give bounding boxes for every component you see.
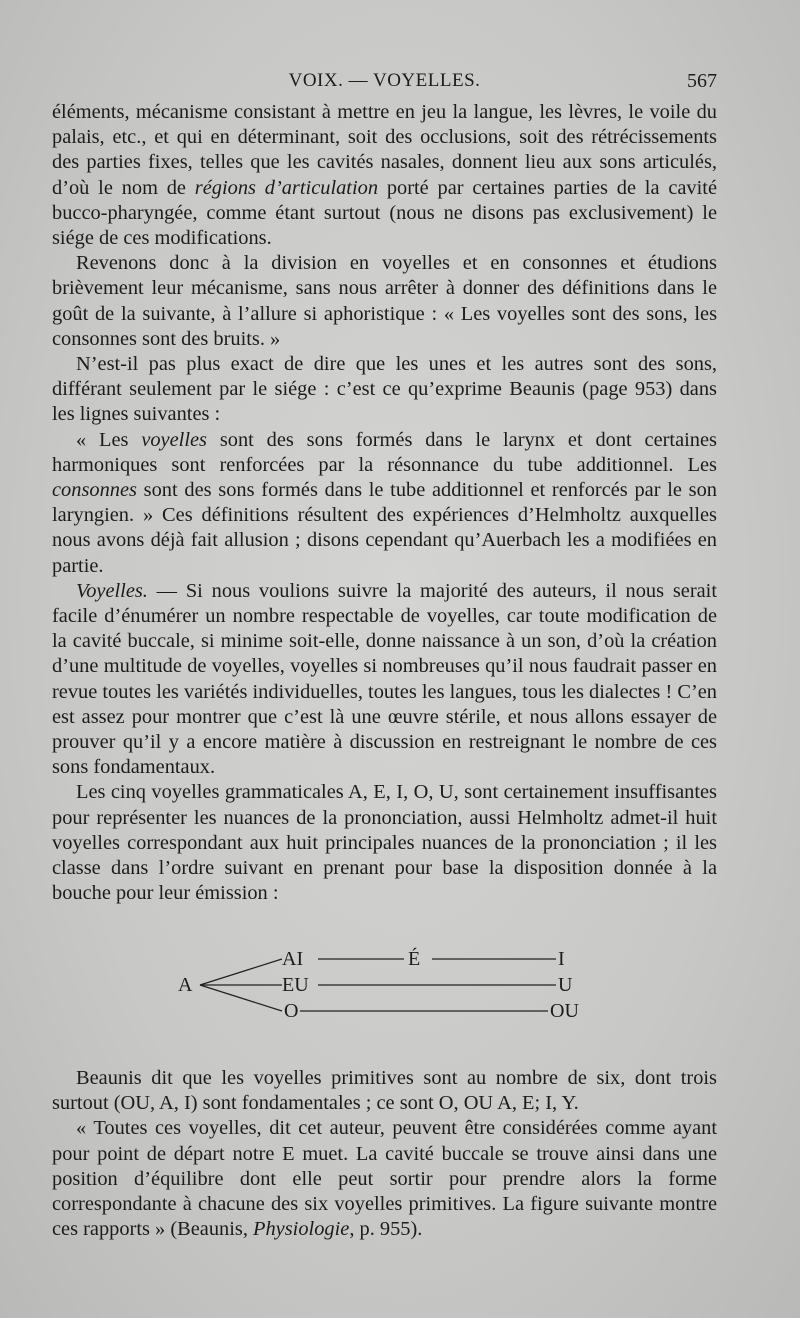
- text-run: Beaunis dit que les voyelles primitives sont au nombre de six, dont trois surtout (OU, A, I) sont fondamentales ; ce sont O, OU A, E; I, Y.: [52, 1067, 717, 1115]
- text-run: sont des sons formés dans le tube additionnel et renforcés par le son laryngien. » Ces définitions résultent des expériences d’Helmholtz auxquelles nous avons déjà fait allusion ; disons cependant qu’Auerbach les a modifiées en partie.: [52, 479, 717, 577]
- italic-text: consonnes: [52, 479, 137, 502]
- text-run: « Toutes ces voyelles, dit cet auteur, peuvent être considérées comme ayant pour point de départ notre E muet. La cavité buccale se trouve ainsi dans une position d’équilibre dont elle peut sortir pour prendre alors la forme correspondante à chacune des six voyelles primitives. La figure suivante montre ces rapports » (Beaunis,: [52, 1117, 717, 1241]
- page-header: [52, 66, 717, 96]
- diagram-label-o: O: [284, 1000, 299, 1022]
- paragraph: [52, 1116, 717, 1242]
- diagram-label-eu: EU: [282, 974, 309, 996]
- text-run: N’est-il pas plus exact de dire que les unes et les autres sont des sons, différant seulement par le siége : c’est ce qu’exprime Beaunis (page 953) dans les lignes suivantes :: [52, 353, 717, 426]
- italic-text: Voyelles.: [76, 579, 148, 602]
- vowel-diagram-lines: [160, 945, 600, 1025]
- paragraph: [52, 780, 717, 906]
- paragraph: [52, 251, 717, 352]
- page-number: 567: [687, 70, 717, 92]
- paragraph: [52, 352, 717, 428]
- paragraph: [52, 100, 717, 251]
- body-text: [52, 100, 717, 907]
- body-text-continued: [52, 1066, 717, 1242]
- diagram-root-label: A: [178, 974, 193, 996]
- italic-text: Physiologie: [253, 1218, 350, 1241]
- text-run: porté par certaines parties de la cavité bucco-pharyngée, comme étant surtout (nous ne disons pas exclusivement) le siége de ces modifications.: [52, 176, 717, 250]
- diagram-label-ai: AI: [282, 948, 304, 970]
- text-run: Revenons donc à la division en voyelles et en consonnes et étudions brièvement leur mécanisme, sans nous arrêter à donner des définitions dans le goût de la suivante, à l’allure si aphoristique : « Les voyelles sont des sons, les consonnes sont des bruits. »: [52, 252, 717, 350]
- text-run: sont des sons formés dans le larynx et dont certaines harmoniques sont renforcées par la résonnance du tube additionnel. Les: [52, 428, 717, 476]
- text-run: , p. 955).: [349, 1218, 423, 1241]
- diagram-label-i: I: [558, 948, 565, 970]
- running-title: VOIX. — VOYELLES.: [288, 70, 481, 91]
- diagram-label-u: U: [558, 974, 573, 996]
- text-run: « Les: [76, 428, 142, 451]
- text-run: Les cinq voyelles grammaticales A, E, I, O, U, sont certainement insuffisantes pour représenter les nuances de la prononciation, aussi Helmholtz admet-il huit voyelles correspondant aux huit principales nuances de la prononciation ; il les classe dans l’ordre suivant en prenant pour base la disposition donnée à la bouche pour leur émission :: [52, 781, 717, 905]
- italic-text: voyelles: [141, 428, 207, 451]
- vowel-diagram: [160, 945, 600, 1025]
- paragraph: [52, 1066, 717, 1116]
- text-run: éléments, mécanisme consistant à mettre en jeu la langue, les lèvres, le voile du palais, etc., et qui en déterminant, soit des occlusions, soit des rétrécissements des parties fixes, telles que les cavités nasales, donnent lieu aux sons articulés, d’où le nom de: [52, 101, 717, 199]
- paragraph: [52, 428, 717, 579]
- diagram-label-e-acute: É: [408, 948, 421, 970]
- diagram-label-ou: OU: [550, 1000, 579, 1022]
- paragraph: [52, 579, 717, 781]
- text-run: — Si nous voulions suivre la majorité des auteurs, il nous serait facile d’énumérer un nombre respectable de voyelles, car toute modification de la cavité buccale, si minime soit-elle, donne naissance à un son, d’où la création d’une multitude de voyelles, voyelles si nombreuses qu’il nous faudrait passer en revue toutes les variétés individuelles, toutes les langues, tous les dialectes ! C’en est assez pour montrer que c’est là une œuvre stérile, et nous allons essayer de prouver qu’il y a encore matière à discussion en restreignant le nombre de ces sons fondamentaux.: [52, 579, 717, 779]
- italic-text: régions d’articulation: [194, 176, 379, 199]
